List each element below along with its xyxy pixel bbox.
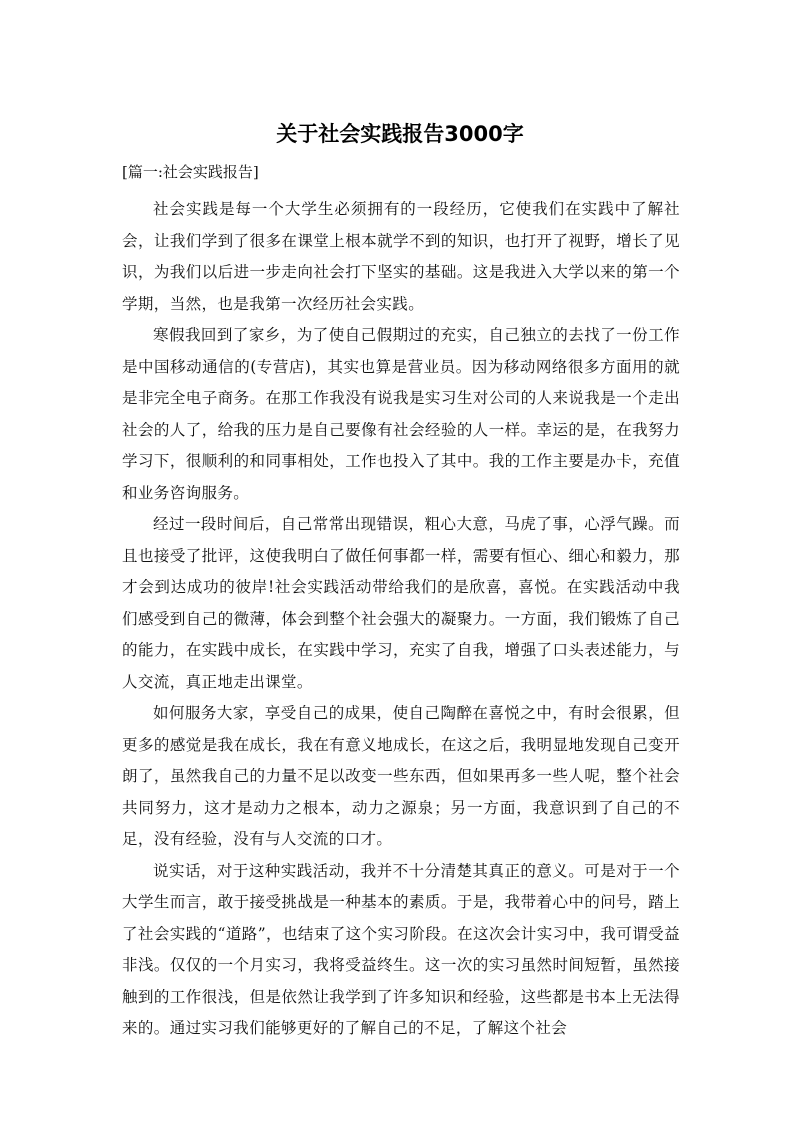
section-label: [篇一:社会实践报告] — [122, 163, 259, 181]
paragraph-1: 社会实践是每一个大学生必须拥有的一段经历，它使我们在实践中了解社会，让我们学到了很多在课堂上根本就学不到的知识，也打开了视野，增长了见识，为我们以后进一步走向社会打下坚实的基础。这是我进入大学以来的第一个学期，当然，也是我第一次经历社会实践。 — [122, 200, 680, 313]
paragraph-5: 说实话，对于这种实践活动，我并不十分清楚其真正的意义。可是对于一个大学生而言，敢于接受挑战是一种基本的素质。于是，我带着心中的问号，踏上了社会实践的“道路”，也结束了这个实习阶段。在这次会计实习中，我可谓受益非浅。仅仅的一个月实习，我将受益终生。这一次的实习虽然时间短暂，虽然接触到的工作很浅，但是依然让我学到了许多知识和经验，这些都是书本上无法得来的。通过实习我们能够更好的了解自己的不足，了解这个社会 — [122, 861, 680, 1037]
paragraph-3: 经过一段时间后，自己常常出现错误，粗心大意，马虎了事，心浮气躁。而且也接受了批评，这使我明白了做任何事都一样，需要有恒心、细心和毅力，那才会到达成功的彼岸!社会实践活动带给我们的是欣喜，喜悦。在实践活动中我们感受到自己的微薄，体会到整个社会强大的凝聚力。一方面，我们锻炼了自己的能力，在实践中成长，在实践中学习，充实了自我，增强了口头表述能力，与人交流，真正地走出课堂。 — [122, 515, 680, 691]
paragraph-4: 如何服务大家，享受自己的成果，使自己陶醉在喜悦之中，有时会很累，但更多的感觉是我在成长，我在有意义地成长，在这之后，我明显地发现自己变开朗了，虽然我自己的力量不足以改变一些东西，但如果再多一些人呢，整个社会共同努力，这才是动力之根本，动力之源泉；另一方面，我意识到了自己的不足，没有经验，没有与人交流的口才。 — [122, 704, 680, 848]
paragraph-2: 寒假我回到了家乡，为了使自己假期过的充实，自己独立的去找了一份工作是中国移动通信的(专营店)，其实也算是营业员。因为移动网络很多方面用的就是非完全电子商务。在那工作我没有说我是实习生对公司的人来说我是一个走出社会的人了，给我的压力是自己要像有社会经验的人一样。幸运的是，在我努力学习下，很顺利的和同事相处，工作也投入了其中。我的工作主要是办卡，充值和业务咨询服务。 — [122, 326, 680, 502]
document-body — [122, 194, 680, 1045]
document-title: 关于社会实践报告3000字 — [276, 122, 524, 146]
